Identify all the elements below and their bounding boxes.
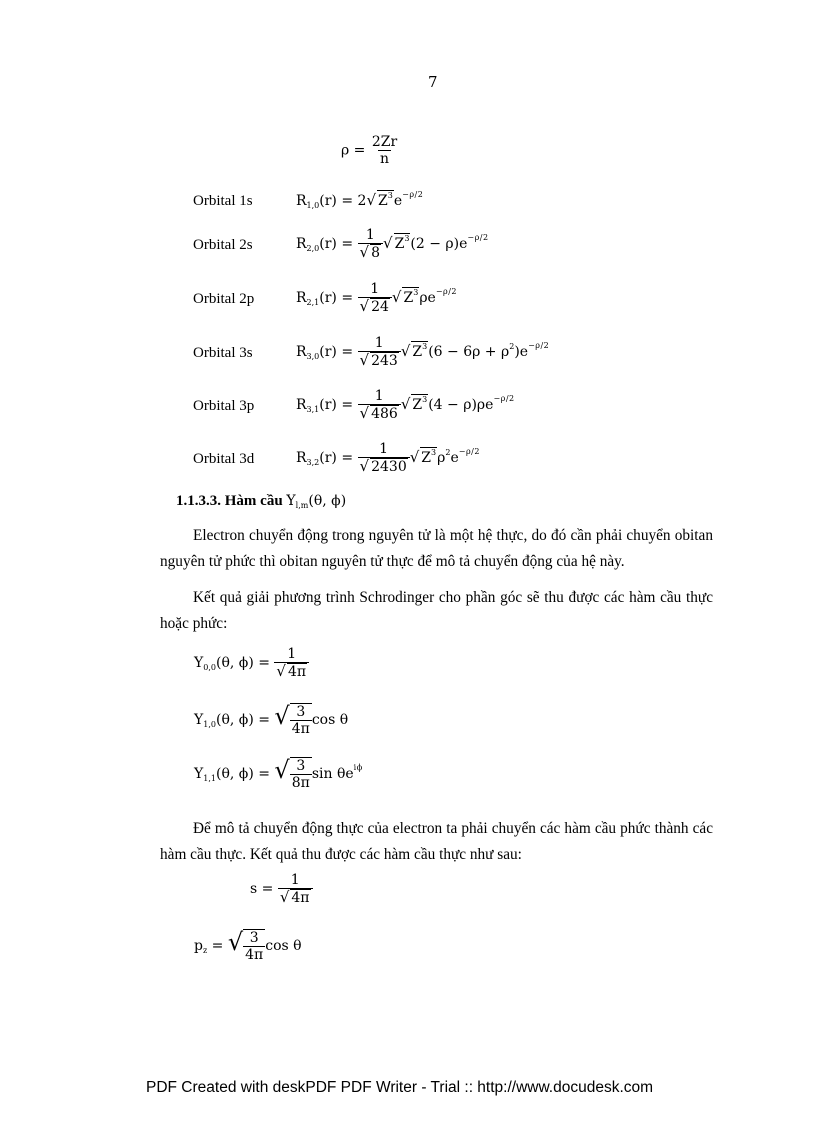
radical-icon: √	[274, 756, 290, 784]
orbital-3d-formula	[296, 441, 480, 475]
exp-sup: −ρ/2	[493, 394, 515, 403]
coef-fraction: $\frac{1}{√ 243}$	[358, 335, 401, 369]
paragraph-2: Kết quả giải phương trình Schrodinger cho phần góc sẽ thu được các hàm cầu thực hoặc phức:	[160, 589, 713, 632]
tail-text-2: e	[450, 450, 459, 466]
paragraph-1: Electron chuyển động trong nguyên tử là một hệ thực, do đó cần phải chuyển obitan nguyên tử phức thì obitan nguyên tử thực để mô tả chuyển động của hệ này.	[160, 527, 713, 570]
orbital-2s-formula	[296, 227, 489, 261]
real-pz-formula: $p_z$ = √ $\frac{3}{4\pi}$ cos θ	[194, 928, 302, 963]
radical-icon: √	[366, 191, 376, 209]
r-rhs: (r) = 2	[319, 193, 367, 209]
orbital-1s-formula	[296, 190, 423, 210]
coef-fraction: $\frac{1}{√ 8}$	[358, 227, 383, 261]
radical-icon: √	[400, 395, 411, 413]
y11-fraction: $\frac{3}{8\pi}$	[291, 758, 310, 791]
exp-sup: −ρ/2	[402, 190, 424, 199]
coef-fraction: $\frac{1}{√ 24}$	[358, 281, 392, 315]
rho-num: 2Zr	[371, 134, 398, 150]
tail-text: (2 − ρ)e	[410, 236, 468, 252]
section-heading-math: $Y_{l,m}(\theta$, ϕ)	[286, 493, 347, 510]
rho-den: n	[380, 151, 390, 167]
rho-fraction	[370, 134, 399, 167]
r-symbol: R	[296, 397, 307, 413]
orbital-2s-label: Orbital 2s	[193, 237, 253, 253]
orbital-3p-formula	[296, 388, 515, 422]
radical-icon: √	[409, 448, 420, 466]
r-rhs: (r) =	[319, 450, 354, 466]
radical-icon: √	[391, 288, 402, 306]
orbital-3s-formula	[296, 335, 549, 369]
radical-icon: √	[400, 342, 411, 360]
orbital-3s-label: Orbital 3s	[193, 345, 253, 361]
tail-text: ρe	[419, 290, 436, 306]
exp-sup: −ρ/2	[528, 341, 550, 350]
rho-formula	[341, 134, 399, 167]
radicand: $Z^3$	[403, 288, 419, 306]
r-subscript: 2,0	[306, 244, 320, 253]
radicand: $Z^3$	[412, 342, 428, 360]
exp-sup: −ρ/2	[435, 287, 458, 296]
radicand: $Z^3$	[394, 234, 410, 252]
real-s-formula: s = $\frac{1}{√ 4\pi}$	[250, 872, 313, 906]
r-symbol: R	[296, 450, 307, 466]
orbital-2p-label: Orbital 2p	[193, 291, 255, 307]
y00-fraction: $\frac{1}{√ 4\pi}$	[274, 646, 309, 680]
r-subscript: 3,1	[306, 405, 320, 414]
rho-lhs: ρ =	[341, 142, 366, 159]
harmonic-y11: $Y_{1,1}(\theta$, ϕ) = √ $\frac{3}{8\pi}$ $\sin \theta e^{i\phi}$	[194, 756, 363, 791]
page-number: 7	[428, 73, 438, 91]
paragraph-3: Để mô tả chuyển động thực của electron ta phải chuyển các hàm cầu phức thành các hàm cầu thực. Kết quả thu được các hàm cầu thực như sau:	[160, 820, 713, 863]
radicand: $Z^3$	[421, 448, 437, 466]
tail-text: (4 − ρ)ρe	[428, 397, 494, 413]
r-symbol: R	[296, 236, 307, 252]
power-sup: 2	[509, 342, 515, 351]
power-sup: 2	[445, 448, 451, 457]
harmonic-y00: $Y_{0,0}(\theta$, ϕ) = $\frac{1}{√ 4\pi}$	[194, 646, 309, 680]
r-symbol: R	[296, 290, 307, 306]
tail-text: (6 − 6ρ + ρ	[428, 344, 510, 360]
r-subscript: 2,1	[306, 298, 320, 307]
orbital-1s-label: Orbital 1s	[193, 193, 253, 209]
section-heading-text: 1.1.3.3. Hàm cầu	[176, 493, 283, 509]
orbital-2p-formula	[296, 281, 457, 315]
pz-fraction: $\frac{3}{4\pi}$	[245, 930, 264, 963]
r-symbol: R	[296, 193, 307, 209]
radicand: $Z^3$	[412, 395, 428, 413]
r-rhs: (r) =	[319, 290, 354, 306]
tail-text: ρ	[437, 450, 446, 466]
pdf-footer: PDF Created with deskPDF PDF Writer - Trial :: http://www.docudesk.com	[146, 1079, 654, 1096]
s-fraction: $\frac{1}{√ 4\pi}$	[278, 872, 313, 906]
exp-sup: −ρ/2	[458, 447, 480, 456]
coef-fraction: $\frac{1}{√ 2430}$	[358, 441, 410, 475]
section-heading	[176, 491, 346, 516]
r-rhs: (r) =	[319, 236, 354, 252]
exp-sup: −ρ/2	[467, 233, 489, 242]
radical-icon: √	[227, 928, 244, 956]
y10-fraction: $\frac{3}{4\pi}$	[291, 704, 310, 737]
r-rhs: (r) =	[319, 397, 354, 413]
orbital-3p-label: Orbital 3p	[193, 398, 255, 414]
r-subscript: 3,0	[306, 352, 320, 361]
r-subscript: 3,2	[306, 458, 320, 467]
r-symbol: R	[296, 344, 307, 360]
exp-base: e	[393, 193, 403, 209]
radical-icon: √	[383, 234, 393, 252]
r-subscript: 1,0	[306, 201, 320, 210]
harmonic-y10: $Y_{1,0}(\theta$, ϕ) = √ $\frac{3}{4\pi}$ cos θ	[194, 702, 349, 737]
r-rhs: (r) =	[319, 344, 354, 360]
radical-icon: √	[274, 702, 290, 730]
radicand: $Z^3$	[378, 191, 393, 209]
orbital-3d-label: Orbital 3d	[193, 451, 255, 467]
tail-text-2: )e	[514, 344, 529, 360]
coef-fraction: $\frac{1}{√ 486}$	[358, 388, 401, 422]
